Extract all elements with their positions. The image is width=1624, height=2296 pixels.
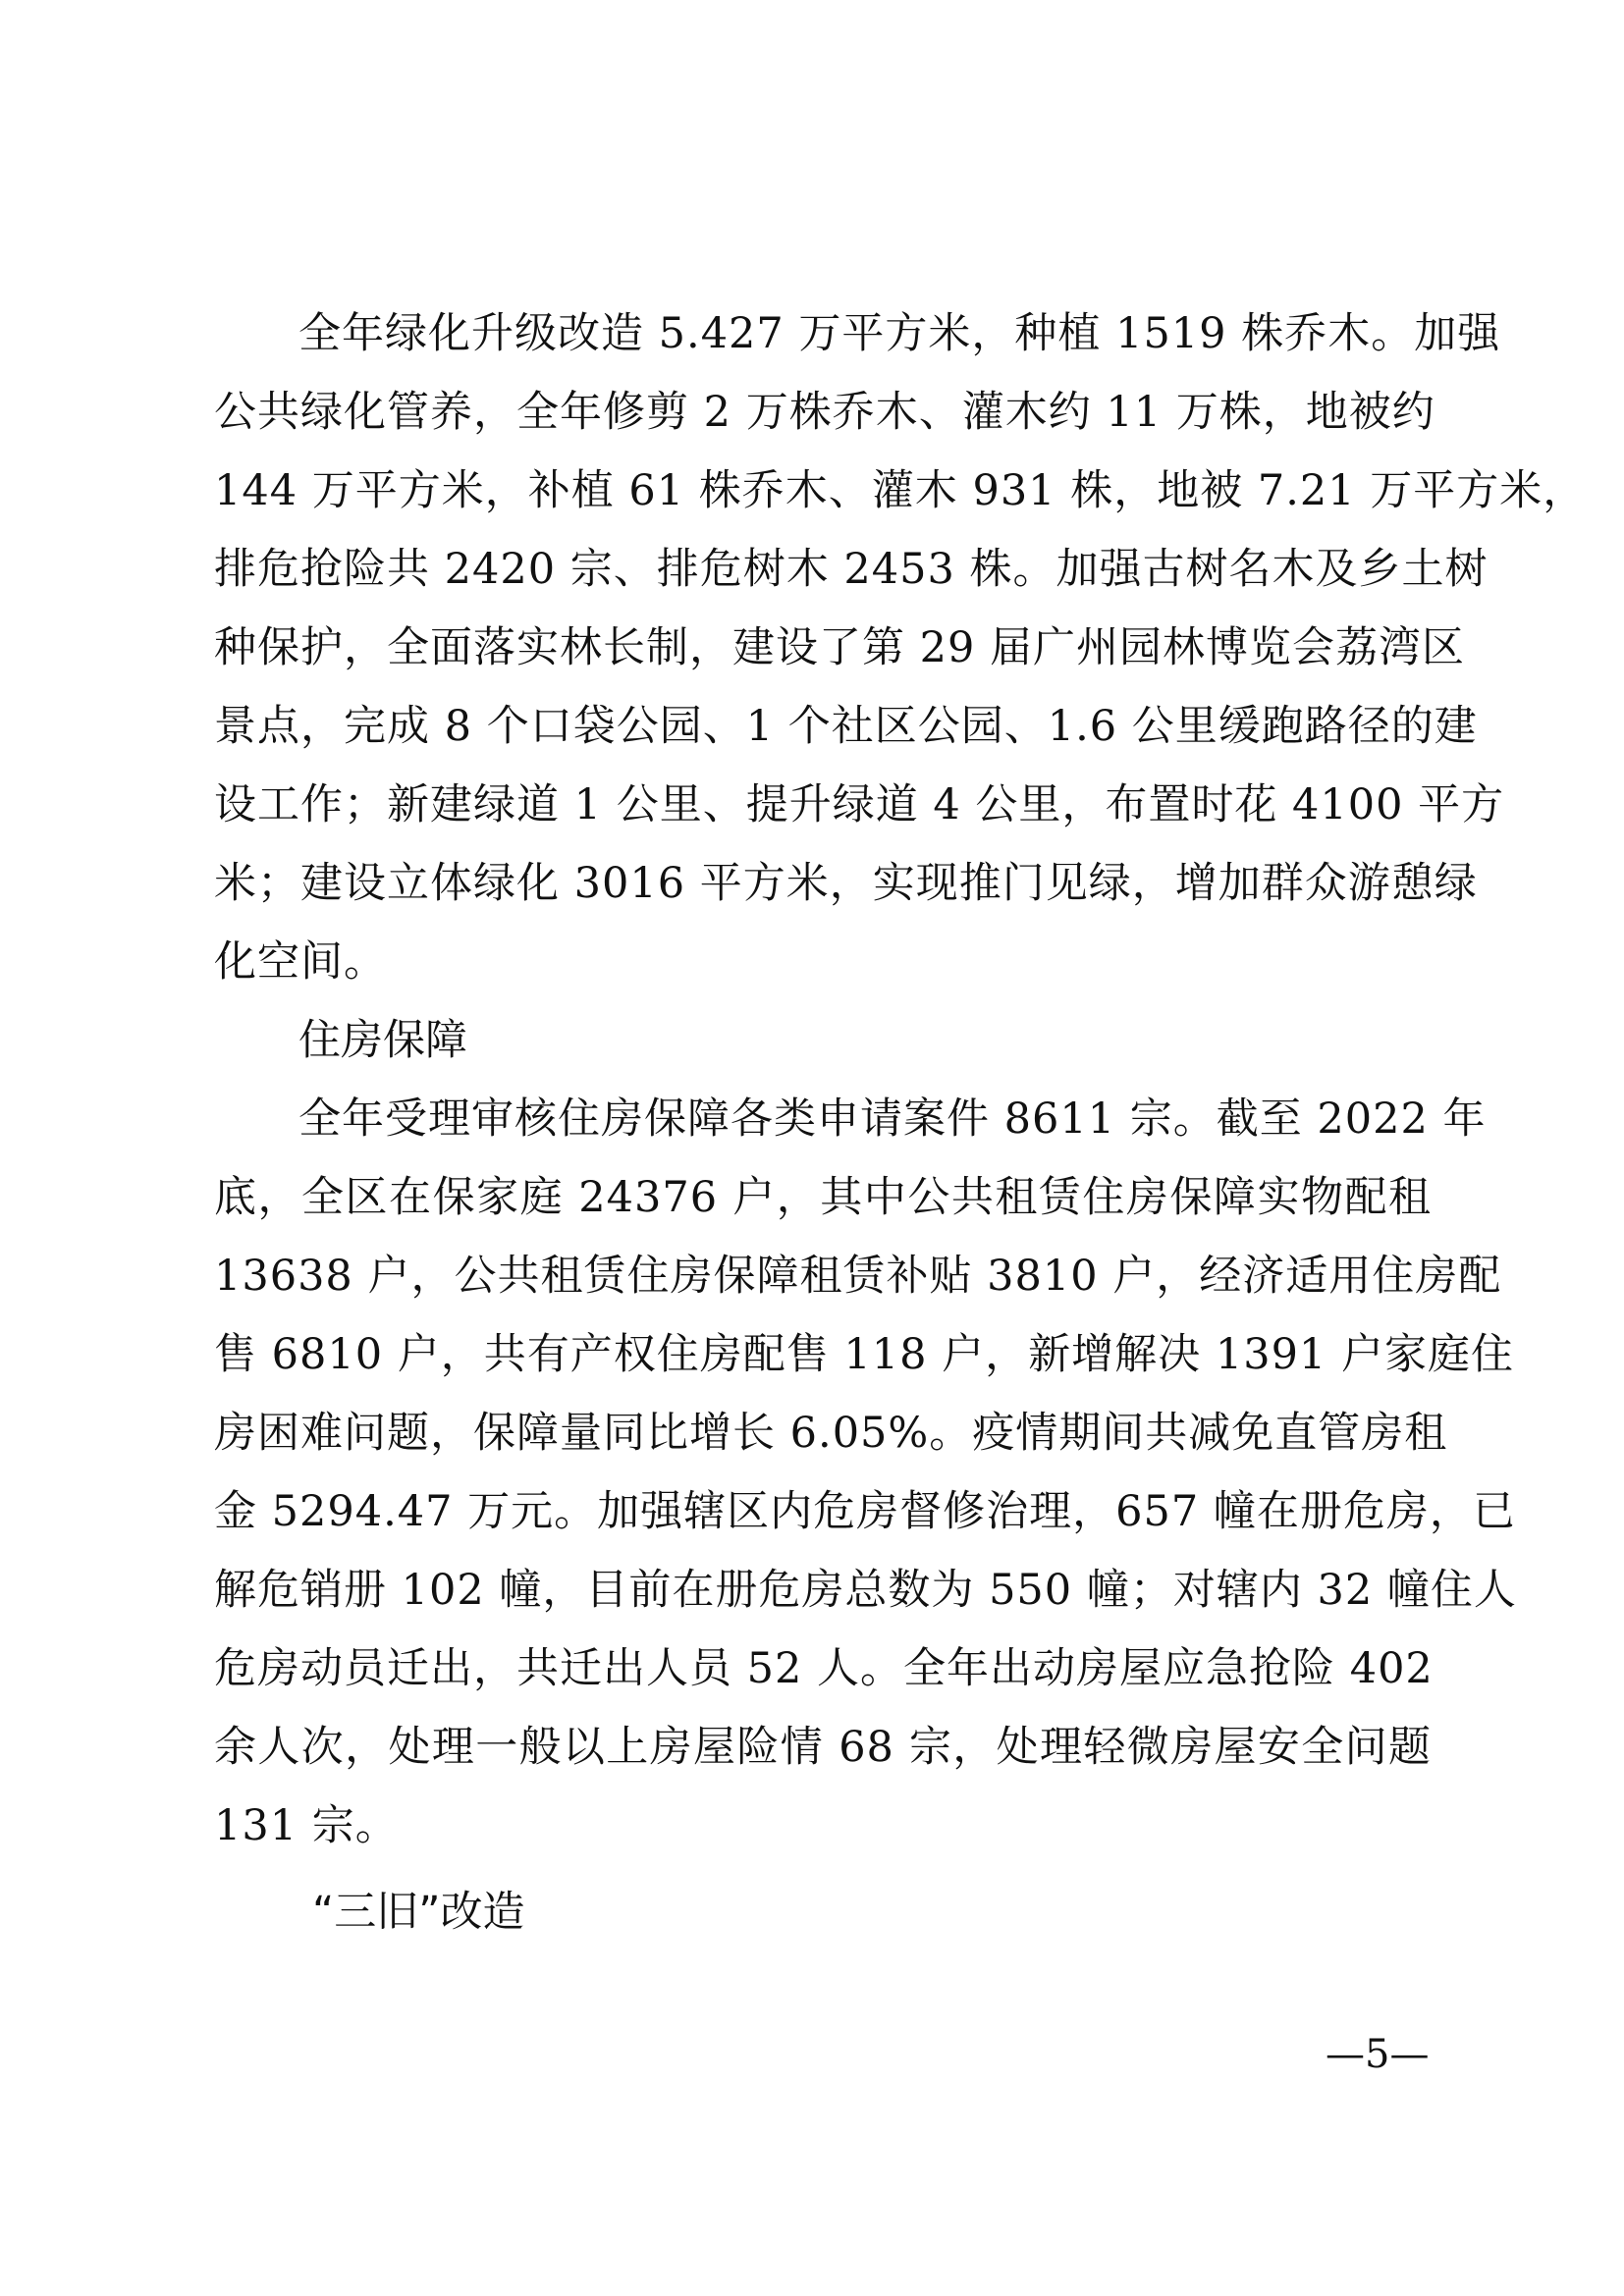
paragraph-line: 144 万平方米，补植 61 株乔木、灌木 931 株，地被 7.21 万平方米，	[214, 466, 1587, 515]
paragraph-line: 13638 户，公共租赁住房保障租赁补贴 3810 户，经济适用住房配	[214, 1252, 1502, 1301]
housing-paragraph	[214, 1080, 1517, 1865]
paragraph-line: 131 宗。	[214, 1801, 399, 1850]
paragraph-line: 景点，完成 8 个口袋公园、1 个社区公园、1.6 公里缓跑路径的建	[214, 702, 1478, 751]
paragraph-line: 售 6810 户，共有产权住房配售 118 户，新增解决 1391 户家庭住	[214, 1330, 1514, 1379]
paragraph-line: 公共绿化管养，全年修剪 2 万株乔木、灌木约 11 万株，地被约	[214, 388, 1435, 437]
page-number: —5—	[1326, 2032, 1430, 2077]
document-body	[214, 294, 1587, 1951]
paragraph-line: 全年绿化升级改造 5.427 万平方米，种植 1519 株乔木。加强	[298, 309, 1501, 358]
section-heading-renovation: “三旧”改造	[312, 1888, 525, 1937]
section-heading-housing: 住房保障	[298, 1016, 467, 1065]
paragraph-line: 化空间。	[214, 937, 387, 987]
paragraph-line: 解危销册 102 幢，目前在册危房总数为 550 幢；对辖内 32 幢住人	[214, 1566, 1517, 1615]
paragraph-line: 底，全区在保家庭 24376 户，其中公共租赁住房保障实物配租	[214, 1173, 1432, 1222]
paragraph-line: 全年受理审核住房保障各类申请案件 8611 宗。截至 2022 年	[298, 1095, 1487, 1144]
paragraph-line: 设工作；新建绿道 1 公里、提升绿道 4 公里，布置时花 4100 平方	[214, 780, 1505, 829]
greening-paragraph	[214, 294, 1587, 1001]
paragraph-line: 余人次，处理一般以上房屋险情 68 宗，处理轻微房屋安全问题	[214, 1723, 1432, 1772]
paragraph-line: 金 5294.47 万元。加强辖区内危房督修治理，657 幢在册危房，已	[214, 1487, 1516, 1536]
paragraph-line: 排危抢险共 2420 宗、排危树木 2453 株。加强古树名木及乡土树	[214, 545, 1489, 594]
paragraph-line: 危房动员迁出，共迁出人员 52 人。全年出动房屋应急抢险 402	[214, 1644, 1434, 1693]
paragraph-line: 房困难问题，保障量同比增长 6.05%。疫情期间共减免直管房租	[214, 1409, 1448, 1458]
paragraph-line: 米；建设立体绿化 3016 平方米，实现推门见绿，增加群众游憩绿	[214, 859, 1478, 908]
paragraph-line: 种保护，全面落实林长制，建设了第 29 届广州园林博览会荔湾区	[214, 623, 1466, 672]
